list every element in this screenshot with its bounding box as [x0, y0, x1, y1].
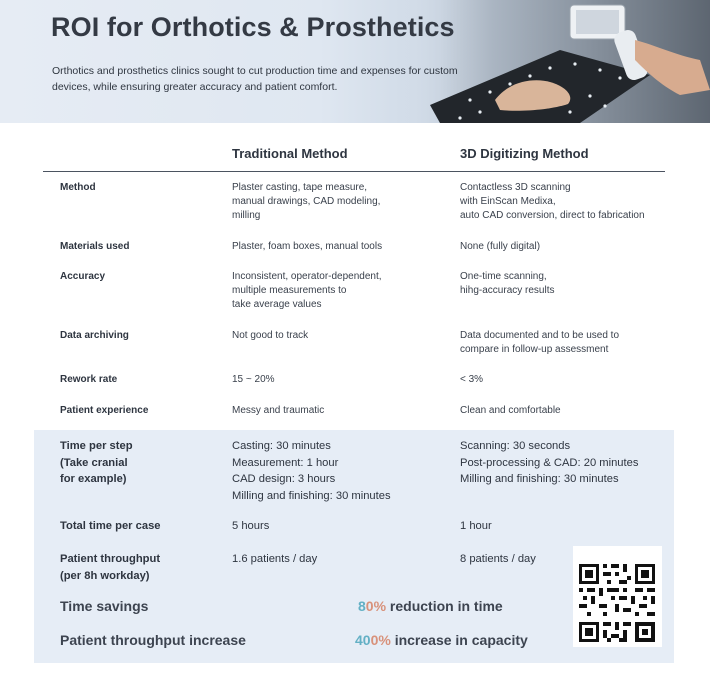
cell-line: < 3% [460, 374, 484, 385]
cell-line: Plaster casting, tape measure, [232, 182, 368, 193]
traditional-cell [232, 240, 442, 254]
cell-line: Messy and traumatic [232, 405, 325, 416]
time-savings-label: Time savings [60, 598, 149, 614]
percent-digits: 40 [355, 632, 371, 648]
cell-line: One-time scanning, [460, 271, 547, 282]
column-traditional: Traditional Method [232, 146, 348, 161]
traditional-cell [232, 518, 447, 535]
cell-line: 1 hour [460, 520, 492, 532]
label-line: Patient throughput [60, 553, 161, 565]
digital-cell [460, 438, 675, 488]
cell-line: CAD design: 3 hours [232, 473, 336, 485]
time-savings-percent [358, 598, 386, 614]
throughput-text: increase in capacity [390, 632, 528, 648]
digital-cell [460, 270, 680, 298]
cell-line: 8 patients / day [460, 553, 536, 565]
cell-line: compare in follow-up assessment [460, 344, 609, 355]
cell-line: Clean and comfortable [460, 405, 561, 416]
page-title: ROI for Orthotics & Prosthetics [51, 12, 455, 42]
table-header [0, 146, 710, 166]
digital-cell [460, 404, 680, 418]
cell-line: manual drawings, CAD modeling, [232, 196, 381, 207]
cell-line: 15 ~ 20% [232, 374, 275, 385]
traditional-cell [232, 551, 447, 568]
cell-line: take average values [232, 299, 322, 310]
row-label [60, 518, 161, 535]
page-subtitle: Orthotics and prosthetics clinics sought to cut production time and expenses for custom devices, while ensuring greater accuracy and patient comfort. [52, 65, 458, 93]
cell-line: Inconsistent, operator-dependent, [232, 271, 382, 282]
digital-cell [460, 240, 680, 254]
cell-line: 1.6 patients / day [232, 553, 318, 565]
cell-line: Casting: 30 minutes [232, 440, 331, 452]
traditional-cell [232, 404, 442, 418]
traditional-cell [232, 438, 447, 504]
percent-digits-accent: 0% [365, 598, 387, 614]
label-line: (Take cranial [60, 456, 128, 469]
label-line: for example) [60, 473, 127, 485]
row-label: Materials used [60, 241, 130, 252]
row-label: Method [60, 182, 96, 193]
cell-line: milling [232, 210, 261, 221]
cell-line: Contactless 3D scanning [460, 182, 571, 193]
row-label [60, 438, 133, 488]
percent-digits: 8 [358, 598, 366, 614]
traditional-cell [232, 329, 442, 343]
cell-line: Post-processing & CAD: 20 minutes [460, 456, 639, 469]
cell-line: Not good to track [232, 330, 309, 341]
throughput-value [355, 632, 528, 648]
qr-code-graphic [573, 546, 662, 647]
header-banner [0, 0, 710, 123]
label-line: (per 8h workday) [60, 569, 150, 582]
throughput-label: Patient throughput increase [60, 632, 246, 648]
cell-line: hihg-accuracy results [460, 285, 555, 296]
cell-line: auto CAD conversion, direct to fabrication [460, 210, 645, 221]
cell-line: Milling and finishing: 30 minutes [232, 489, 391, 502]
cell-line: Plaster, foam boxes, manual tools [232, 241, 383, 252]
digital-cell [460, 181, 680, 223]
time-savings-text: reduction in time [386, 598, 503, 614]
cell-line: Milling and finishing: 30 minutes [460, 473, 619, 485]
cell-line: Data documented and to be used to [460, 330, 620, 341]
cell-line: multiple measurements to [232, 285, 347, 296]
traditional-cell [232, 181, 442, 223]
label-line: Total time per case [60, 520, 161, 532]
time-savings-value [358, 598, 503, 614]
cell-line: None (fully digital) [460, 241, 541, 252]
digital-cell [460, 373, 680, 387]
row-label: Rework rate [60, 374, 118, 385]
cell-line: with EinScan Medixa, [460, 196, 556, 207]
row-label [60, 551, 160, 584]
cell-line: Measurement: 1 hour [232, 456, 339, 469]
digital-cell [460, 329, 680, 357]
cell-line: Scanning: 30 seconds [460, 440, 571, 452]
cell-line: 5 hours [232, 520, 270, 532]
label-line: Time per step [60, 440, 133, 452]
percent-digits-accent: 0% [370, 632, 391, 648]
row-label: Patient experience [60, 405, 149, 416]
traditional-cell [232, 270, 442, 312]
qr-code-icon [573, 546, 662, 647]
header-divider [43, 171, 665, 172]
traditional-cell [232, 373, 442, 387]
row-label: Accuracy [60, 271, 106, 282]
column-digital: 3D Digitizing Method [460, 146, 589, 161]
digital-cell [460, 518, 675, 535]
row-label: Data archiving [60, 330, 129, 341]
throughput-percent [355, 632, 391, 648]
